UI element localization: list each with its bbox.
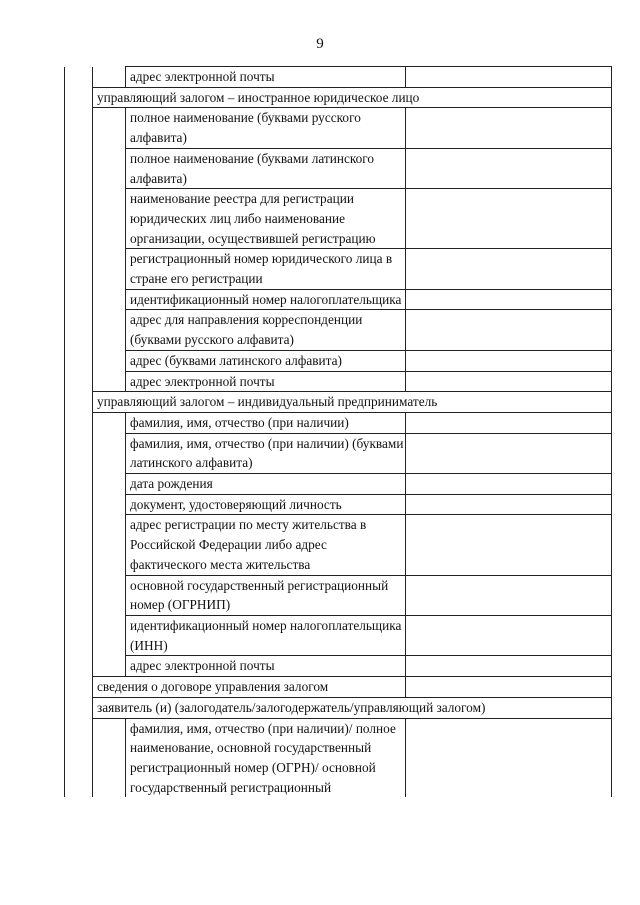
field-label: документ, удостоверяющий личность bbox=[126, 494, 406, 515]
field-label: фамилия, имя, отчество (при наличии)/ полное наименование, основной государственный регистрационный номер (ОГРН)/ основной государственный регистрационный bbox=[126, 718, 406, 797]
field-value[interactable] bbox=[406, 412, 612, 433]
form-row bbox=[65, 289, 612, 310]
field-value[interactable] bbox=[406, 433, 612, 473]
field-label: идентификационный номер налогоплательщика (ИНН) bbox=[126, 615, 406, 655]
field-value[interactable] bbox=[406, 67, 612, 88]
section-title: заявитель (и) (залогодатель/залогодержатель/управляющий залогом) bbox=[93, 697, 612, 718]
field-label: идентификационный номер налогоплательщика bbox=[126, 289, 406, 310]
field-value[interactable] bbox=[406, 677, 612, 698]
form-row bbox=[65, 189, 612, 249]
field-label: регистрационный номер юридического лица в стране его регистрации bbox=[126, 249, 406, 289]
form-row bbox=[65, 494, 612, 515]
form-row-applicant-name bbox=[65, 718, 612, 797]
form-row bbox=[65, 350, 612, 371]
form-row-contract-info bbox=[65, 677, 612, 698]
form-row bbox=[65, 656, 612, 677]
field-label: фамилия, имя, отчество (при наличии) bbox=[126, 412, 406, 433]
field-value[interactable] bbox=[406, 189, 612, 249]
field-label: фамилия, имя, отчество (при наличии) (буквами латинского алфавита) bbox=[126, 433, 406, 473]
field-value[interactable] bbox=[406, 474, 612, 495]
field-value[interactable] bbox=[406, 494, 612, 515]
page-number: 9 bbox=[316, 36, 324, 52]
field-label: адрес регистрации по месту жительства в Российской Федерации либо адрес фактического места жительства bbox=[126, 515, 406, 575]
form-row bbox=[65, 433, 612, 473]
field-label: полное наименование (буквами латинского алфавита) bbox=[126, 148, 406, 188]
form-row-email-previous bbox=[65, 67, 612, 88]
field-value[interactable] bbox=[406, 615, 612, 655]
form-row bbox=[65, 615, 612, 655]
field-value[interactable] bbox=[406, 656, 612, 677]
field-label: полное наименование (буквами русского алфавита) bbox=[126, 108, 406, 148]
field-value[interactable] bbox=[406, 108, 612, 148]
field-value[interactable] bbox=[406, 350, 612, 371]
field-value[interactable] bbox=[406, 718, 612, 797]
field-label: адрес (буквами латинского алфавита) bbox=[126, 350, 406, 371]
field-value[interactable] bbox=[406, 310, 612, 350]
form-row bbox=[65, 148, 612, 188]
form-row bbox=[65, 108, 612, 148]
field-label: основной государственный регистрационный номер (ОГРНИП) bbox=[126, 575, 406, 615]
field-label: адрес электронной почты bbox=[126, 67, 406, 88]
section-title: управляющий залогом – индивидуальный предприниматель bbox=[93, 392, 612, 413]
form-row bbox=[65, 249, 612, 289]
field-label: сведения о договоре управления залогом bbox=[93, 677, 406, 698]
form-row bbox=[65, 515, 612, 575]
field-value[interactable] bbox=[406, 515, 612, 575]
section-heading-foreign-entity bbox=[65, 87, 612, 108]
field-value[interactable] bbox=[406, 289, 612, 310]
field-label: дата рождения bbox=[126, 474, 406, 495]
form-row bbox=[65, 371, 612, 392]
section-heading-applicant bbox=[65, 697, 612, 718]
section-heading-individual-entrepreneur bbox=[65, 392, 612, 413]
field-label: адрес для направления корреспонденции (буквами русского алфавита) bbox=[126, 310, 406, 350]
form-row bbox=[65, 310, 612, 350]
field-label: наименование реестра для регистрации юридических лиц либо наименование организации, осуществившей регистрацию bbox=[126, 189, 406, 249]
field-value[interactable] bbox=[406, 148, 612, 188]
form-row bbox=[65, 412, 612, 433]
field-value[interactable] bbox=[406, 575, 612, 615]
field-value[interactable] bbox=[406, 371, 612, 392]
field-label: адрес электронной почты bbox=[126, 371, 406, 392]
form-row bbox=[65, 575, 612, 615]
section-title: управляющий залогом – иностранное юридическое лицо bbox=[93, 87, 612, 108]
registration-form-table bbox=[64, 66, 612, 797]
form-row bbox=[65, 474, 612, 495]
field-value[interactable] bbox=[406, 249, 612, 289]
field-label: адрес электронной почты bbox=[126, 656, 406, 677]
